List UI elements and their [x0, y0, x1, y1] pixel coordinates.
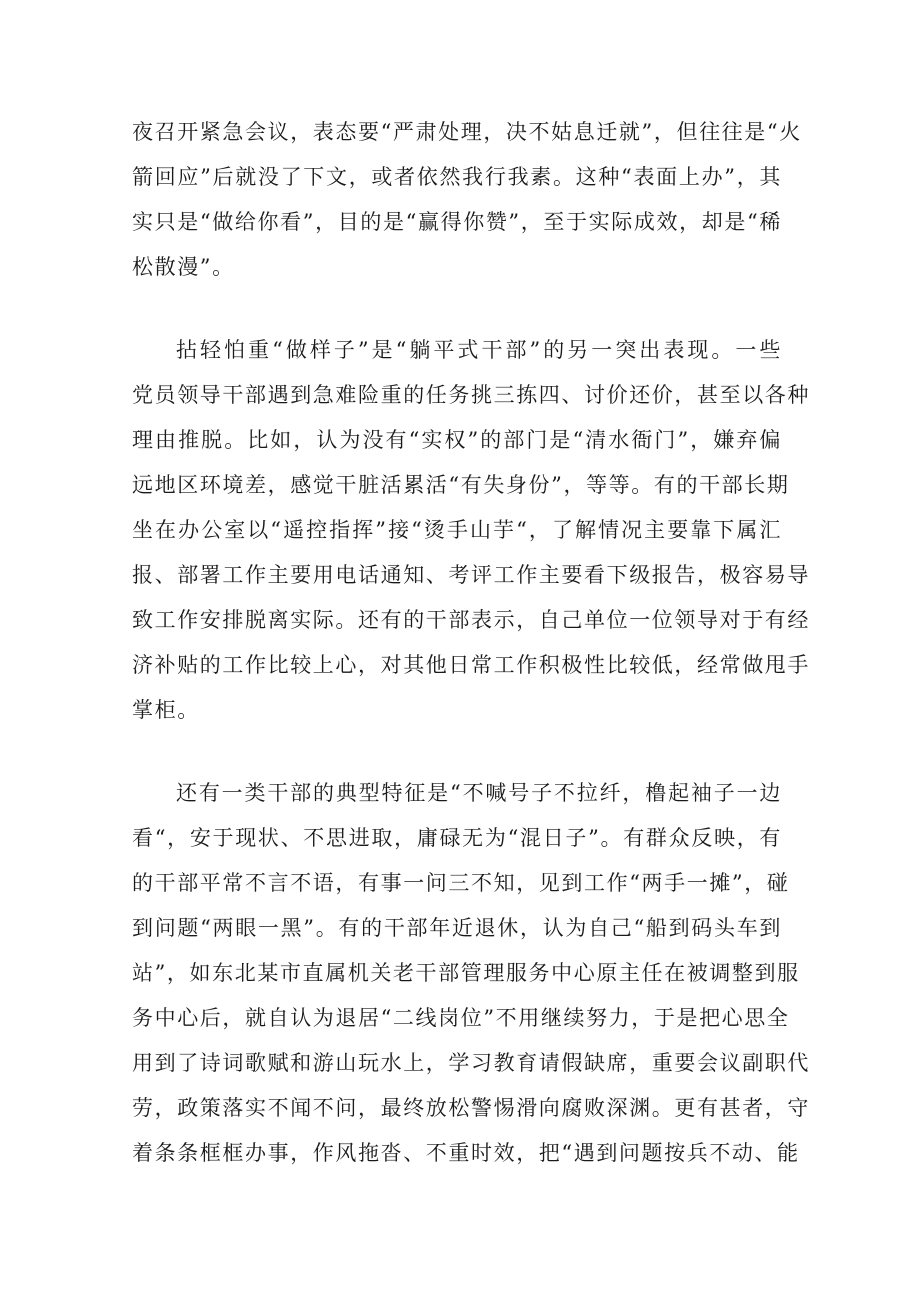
text-line: 致工作安排脱离实际。还有的干部表示，自己单位一位领导对于有经 [132, 608, 810, 632]
text-line: 实只是“做给你看”，目的是“赢得你赞”，至于实际成效，却是“稀 [132, 210, 782, 234]
text-line: 夜召开紧急会议，表态要“严肃处理，决不姑息迁就”，但往往是“火 [132, 120, 802, 144]
text-line: 劳，政策落实不闻不问，最终放松警惕滑向腐败深渊。更有甚者，守 [132, 1096, 810, 1120]
text-line: 务中心后，就自认为退居“二线岗位”不用继续努力，于是把心思全 [132, 1006, 790, 1030]
paragraph-2 [132, 328, 810, 733]
text-line: 党员领导干部遇到急难险重的任务挑三拣四、讨价还价，甚至以各种 [132, 383, 810, 407]
text-line: 着条条框框办事，作风拖沓、不重时效，把“遇到问题按兵不动、能 [132, 1141, 800, 1165]
paragraph-spacer [132, 290, 782, 328]
text-line: 松散漫”。 [132, 255, 235, 279]
document-page [132, 110, 810, 1176]
text-line: 站”，如东北某市直属机关老干部管理服务中心原主任在被调整到服 [132, 961, 800, 985]
text-line: 看“，安于现状、不思进取，庸碌无为“混日子”。有群众反映，有 [132, 826, 782, 850]
text-line: 远地区环境差，感觉干脏活累活“有失身份”，等等。有的干部长期 [132, 473, 790, 497]
text-line: 理由推脱。比如，认为没有“实权”的部门是“清水衙门”，嫌弃偏 [132, 428, 782, 452]
text-line: 掌柜。 [132, 698, 200, 722]
text-line: 的干部平常不言不语，有事一问三不知，见到工作“两手一摊”，碰 [132, 871, 790, 895]
text-line: 用到了诗词歌赋和游山玩水上，学习教育请假缺席，重要会议副职代 [132, 1051, 810, 1075]
text-line: 还有一类干部的典型特征是“不喊号子不拉纤，橹起袖子一边 [176, 781, 782, 805]
paragraph-3 [132, 771, 810, 1176]
text-line: 济补贴的工作比较上心，对其他日常工作积极性比较低，经常做甩手 [132, 653, 810, 677]
paragraph-spacer [132, 733, 782, 771]
text-line: 箭回应”后就没了下文，或者依然我行我素。这种“表面上办”，其 [132, 165, 782, 189]
text-line: 到问题“两眼一黑”。有的干部年近退休，认为自己“船到码头车到 [132, 916, 782, 940]
text-line: 拈轻怕重“做样子”是“躺平式干部”的另一突出表现。一些 [176, 338, 782, 362]
text-line: 坐在办公室以“遥控指挥”接“烫手山芋“，了解情况主要靠下属汇 [132, 518, 782, 542]
paragraph-1 [132, 110, 802, 290]
text-line: 报、部署工作主要用电话通知、考评工作主要看下级报告，极容易导 [132, 563, 810, 587]
